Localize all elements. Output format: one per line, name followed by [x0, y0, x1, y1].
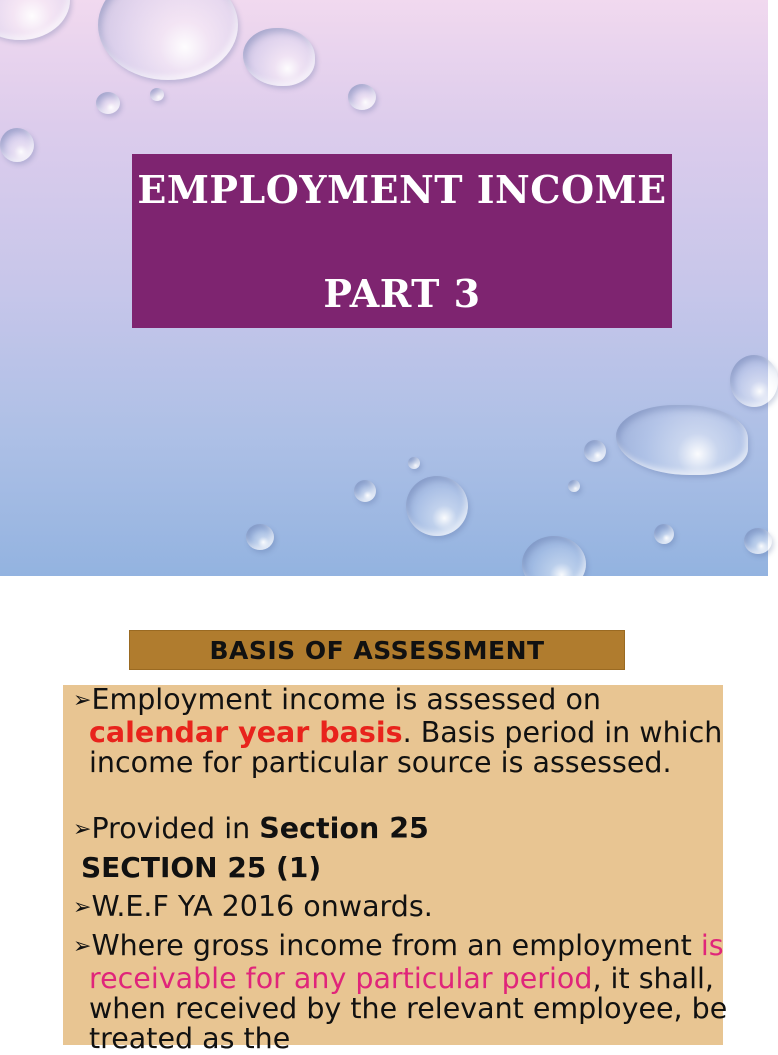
water-droplet-icon [243, 28, 315, 86]
water-droplet-icon [348, 84, 376, 110]
bullet-item [73, 685, 739, 778]
bullet-item [73, 814, 739, 847]
arrow-bullet-icon: ➢ [73, 817, 92, 842]
content-slide [0, 576, 768, 1055]
content-box [63, 683, 728, 1055]
slide-heading: BASIS OF ASSESSMENT [209, 635, 545, 665]
bullet-text: Employment income is assessed on [91, 683, 601, 716]
water-droplet-icon [354, 480, 376, 502]
water-droplet-icon [150, 88, 164, 101]
water-droplet-icon [654, 524, 674, 544]
water-droplet-icon [616, 405, 748, 475]
arrow-bullet-icon: ➢ [73, 934, 92, 959]
bullet-text: W.E.F YA 2016 onwards. [91, 890, 433, 923]
bullet-text: Provided in [91, 812, 260, 845]
emphasis-text: Section 25 [259, 812, 429, 845]
water-droplet-icon [730, 355, 778, 407]
water-droplet-icon [568, 480, 580, 492]
water-droplet-icon [96, 92, 120, 114]
water-droplet-icon [98, 0, 238, 80]
water-droplet-icon [0, 128, 34, 162]
water-droplet-icon [584, 440, 606, 462]
slide-title: EMPLOYMENT INCOME [137, 167, 667, 212]
water-droplet-icon [406, 476, 468, 536]
emphasis-text: calendar year basis [89, 716, 403, 749]
arrow-bullet-icon: ➢ [73, 688, 92, 713]
arrow-bullet-icon: ➢ [73, 895, 92, 920]
bullet-item [73, 931, 739, 1054]
bullet-text: Where gross income from an employment [91, 929, 701, 962]
section-subheading: SECTION 25 (1) [81, 851, 322, 884]
water-droplet-icon [408, 457, 420, 469]
slide-subtitle: PART 3 [323, 271, 481, 316]
emphasis-text: is receivable for any particular period [89, 929, 724, 995]
water-droplet-icon [744, 528, 772, 554]
water-droplet-icon [246, 524, 274, 550]
title-box [132, 154, 672, 328]
heading-box [129, 630, 625, 670]
bullet-text: . Basis period in which income for particular source is assessed. [89, 716, 723, 779]
bullet-item [73, 892, 739, 925]
water-droplet-icon [0, 0, 70, 40]
bullet-text: , it shall, when received by the relevant employee, be treated as the [89, 962, 728, 1055]
